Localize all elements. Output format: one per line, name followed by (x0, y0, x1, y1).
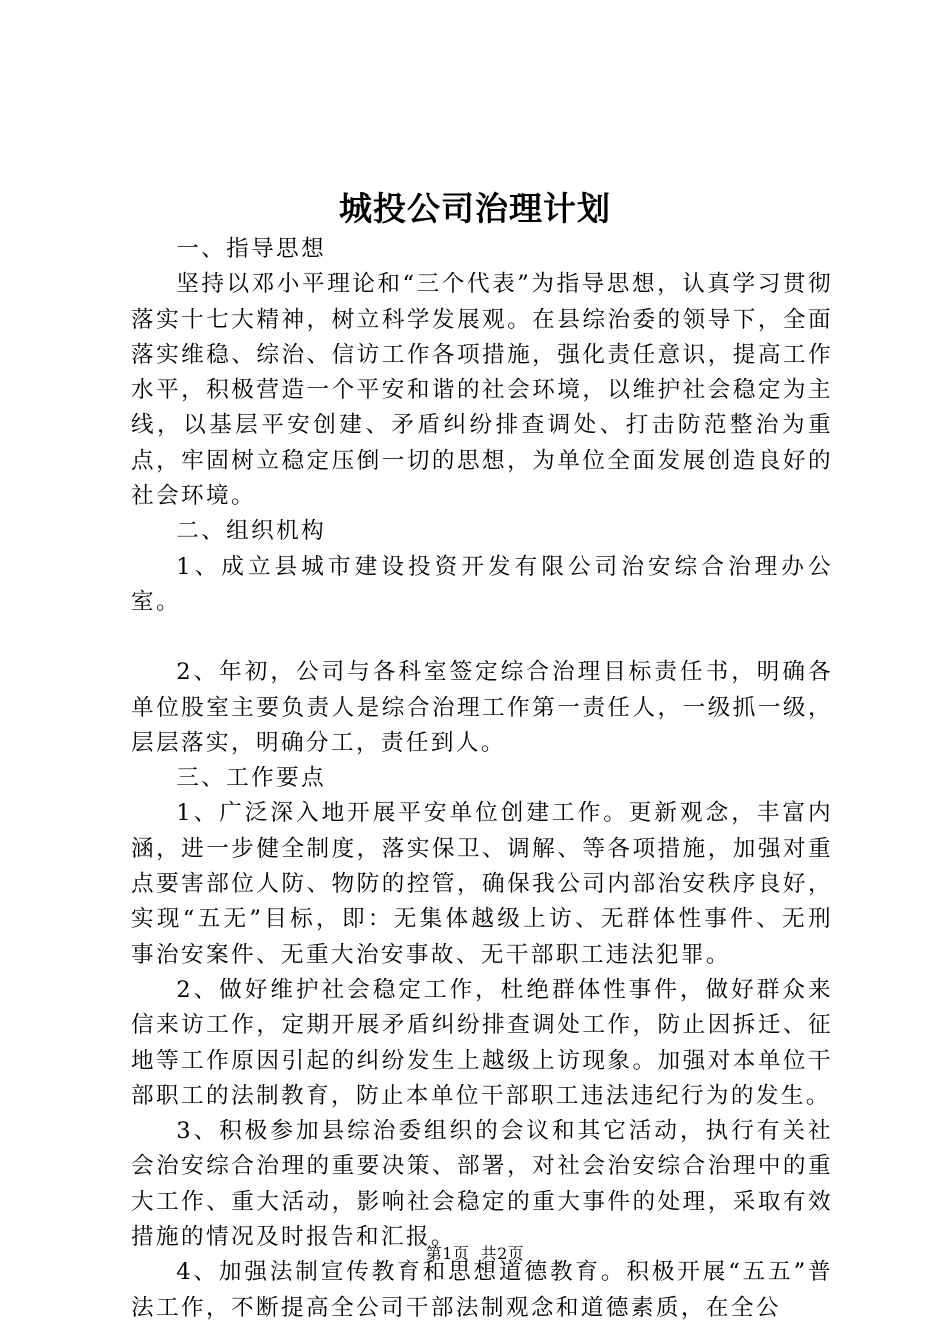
page-total: 共2页 (480, 1244, 525, 1263)
paragraph-work-point-3: 3、积极参加县综治委组织的会议和其它活动，执行有关社会治安综合治理的重要决策、部署，对社会治安综合治理中的重大工作、重大活动，影响社会稳定的重大事件的处理，采取有效措施的情况及时报告和汇报。 (131, 1118, 833, 1251)
paragraph-work-point-4: 4、加强法制宣传教育和思想道德教育。积极开展“五五”普法工作，不断提高全公司干部法制观念和道德素质，在全公 (131, 1259, 833, 1321)
paragraph-guiding-thought: 坚持以邓小平理论和“三个代表”为指导思想，认真学习贯彻落实十七大精神，树立科学发展观。在县综治委的领导下，全面落实维稳、综治、信访工作各项措施，强化责任意识，提高工作水平，积极营造一个平安和谐的社会环境，以维护社会稳定为主线，以基层平安创建、矛盾纠纷排查调处、打击防范整治为重点，牢固树立稳定压倒一切的思想，为单位全面发展创造良好的社会环境。 (131, 271, 833, 510)
section-heading-guiding-thought: 一、指导思想 (176, 236, 327, 262)
section-heading-work-points: 三、工作要点 (176, 765, 327, 792)
page-footer (0, 1242, 950, 1266)
section-heading-organization: 二、组织机构 (176, 518, 327, 545)
paragraph-work-point-1: 1、广泛深入地开展平安单位创建工作。更新观念，丰富内涵，进一步健全制度，落实保卫、调解、等各项措施，加强对重点要害部位人防、物防的控管，确保我公司内部治安秩序良好，实现“五无”目标，即：无集体越级上访、无群体性事件、无刑事治安案件、无重大治安事故、无干部职工违法犯罪。 (131, 800, 833, 968)
paragraph-organization-1: 1、成立县城市建设投资开发有限公司治安综合治理办公室。 (131, 553, 833, 615)
page-number: 第1页 (425, 1244, 470, 1263)
paragraph-work-point-2: 2、做好维护社会稳定工作，杜绝群体性事件，做好群众来信来访工作，定期开展矛盾纠纷排查调处工作，防止因拆迁、征地等工作原因引起的纠纷发生上越级上访现象。加强对本单位干部职工的法制教育，防止本单位干部职工违法违纪行为的发生。 (131, 976, 833, 1109)
document-body (131, 232, 833, 1326)
document-title: 城投公司治理计划 (339, 189, 611, 228)
paragraph-spacer (131, 620, 833, 655)
paragraph-organization-2: 2、年初，公司与各科室签定综合治理目标责任书，明确各单位股室主要负责人是综合治理工作第一责任人，一级抓一级，层层落实，明确分工，责任到人。 (131, 659, 833, 756)
